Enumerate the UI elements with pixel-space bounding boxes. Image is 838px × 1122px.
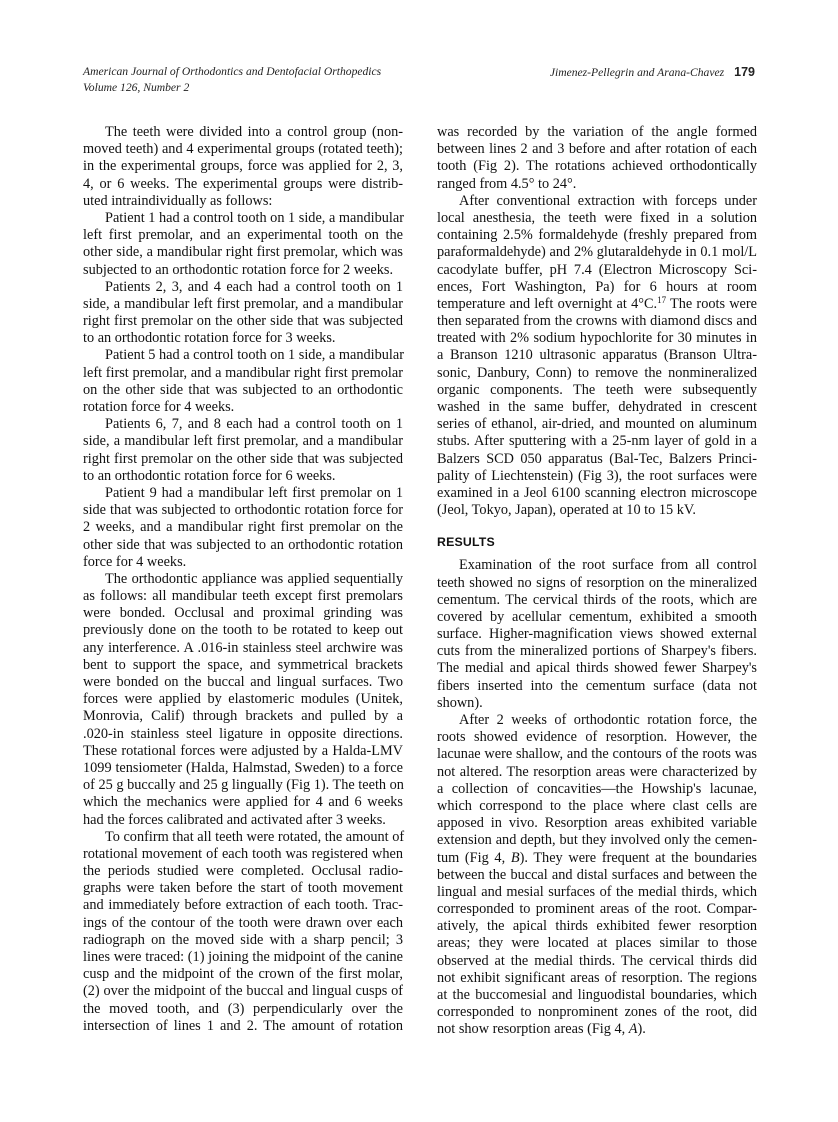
text-line: radiograph on the moved side with a sharp pencil; 3 (83, 931, 403, 948)
paragraph (437, 124, 757, 193)
text-line: left first premolar, and an experimental tooth on the (83, 227, 403, 244)
text-segment: B (510, 849, 520, 866)
paragraph (83, 347, 403, 416)
text-line: .020-in stainless steel ligature in opposite directions. (83, 725, 403, 742)
text-segment: temperature and left overnight at 4°C. (437, 295, 658, 312)
text-line: Balzers SCD 050 apparatus (Bal-Tec, Balzers Princi- (437, 450, 757, 467)
text-segment: tum (Fig 4, (437, 849, 511, 866)
text-line: Patient 5 had a control tooth on 1 side, a mandibular (105, 347, 404, 364)
text-line: left first premolar, and a mandibular right first premolar (83, 364, 403, 381)
text-line: moved teeth) and 4 experimental groups (rotated teeth); (83, 141, 403, 158)
text-line: The teeth were divided into a control group (non- (105, 124, 403, 140)
text-line: extension and depth, but they involved only the cemen- (437, 832, 757, 849)
text-line: 1099 tensiometer (Halda, Halmstad, Sweden) to a force (83, 759, 403, 776)
paragraph (437, 712, 757, 1039)
text-line: subjected to an orthodontic rotation force for 2 weeks. (83, 261, 394, 278)
text-line: Patients 2, 3, and 4 each had a control tooth on 1 (105, 278, 403, 295)
text-line: rotational movement of each tooth was registered when (83, 845, 403, 862)
text-line: containing 2.5% formaldehyde (freshly prepared from (437, 227, 757, 244)
text-line: 4, or 6 weeks. The experimental groups were distrib- (83, 175, 403, 192)
paragraph (83, 485, 403, 571)
text-line: a Branson 1210 ultrasonic apparatus (Branson Ultra- (437, 347, 757, 364)
text-line: were bonded. Occlusal and proximal grinding was (83, 605, 403, 622)
text-line: any interference. A .016-in stainless steel archwire was (83, 639, 403, 656)
text-line: corresponded to prominent areas of the root. Compar- (437, 901, 757, 918)
text-line: 2 weeks, and a mandibular right first premolar on the (83, 519, 403, 536)
section-heading-results: RESULTS (437, 535, 495, 550)
text-line: intersection of lines 1 and 2. The amount of rotation (83, 1017, 403, 1034)
text-line: force for 4 weeks. (83, 553, 187, 570)
text-line: ences, Fort Washington, Pa) for 6 hours at room (437, 278, 757, 295)
text-line (437, 850, 757, 867)
text-line: organic components. The teeth were subsequently (437, 381, 757, 398)
text-line: examined in a Jeol 6100 scanning electron microscope (437, 484, 757, 501)
text-line: on the other side that was subjected to an orthodontic (83, 381, 403, 398)
text-segment: A (628, 1021, 638, 1038)
text-line: right first premolar on the other side that was subjected (83, 450, 403, 467)
text-line: treated with 2% sodium hypochlorite for 30 minutes in (437, 330, 757, 347)
running-authors: Jimenez-Pellegrin and Arana-Chavez (549, 66, 725, 79)
text-line: local anesthesia, the teeth were fixed in a solution (437, 209, 757, 226)
paragraph (437, 557, 757, 712)
text-line: These rotational forces were adjusted by a Halda-LMV (83, 742, 403, 759)
text-line: lingual and mesial surfaces of the medial thirds, which (437, 883, 757, 900)
journal-volume: Volume 126, Number 2 (83, 81, 190, 94)
paragraph (83, 279, 403, 348)
text-line: ings of the contour of the tooth were drawn over each (83, 914, 403, 931)
text-segment: ). They were frequent at the boundaries (519, 849, 757, 866)
running-header-left (83, 64, 381, 96)
text-line: right first premolar on the other side that was subjected (83, 313, 403, 330)
text-line: shown). (437, 694, 483, 711)
text-line: (Jeol, Tokyo, Japan), operated at 10 to 15 kV. (437, 502, 696, 519)
text-line: was recorded by the variation of the angle formed (437, 124, 757, 140)
text-line: stubs. After sputtering with a 25-nm layer of gold in a (437, 433, 757, 450)
text-line: cusp and the midpoint of the crown of the first molar, (83, 966, 403, 983)
text-line: washed in the same buffer, dehydrated in crescent (437, 399, 757, 415)
text-line: After conventional extraction with forceps under (459, 192, 757, 209)
text-line: teeth showed no signs of resorption on the mineralized (437, 574, 757, 591)
text-line: as follows: all mandibular teeth except first premolars (83, 588, 403, 605)
text-line: to an orthodontic rotation force for 6 weeks. (83, 467, 336, 484)
text-line: roots showed evidence of resorption. However, the (437, 729, 757, 746)
text-line: the periods studied were completed. Occlusal radio- (83, 863, 403, 880)
text-line: side, a mandibular left first premolar, and a mandibular (83, 295, 403, 312)
text-line: cacodylate buffer, pH 7.4 (Electron Microscopy Sci- (437, 261, 757, 278)
text-line: had the forces calibrated and activated after 3 weeks. (83, 811, 386, 828)
text-line: not exhibit significant areas of resorption. The regions (437, 969, 757, 986)
text-line: (2) over the midpoint of the buccal and lingual cusps of (83, 983, 403, 1000)
text-line: surface. Higher-magnification views showed external (437, 626, 757, 643)
text-line: between lines 2 and 3 before and after rotation of each (437, 141, 757, 158)
text-line: apposed in vivo. Resorption areas exhibited variable (437, 815, 757, 832)
text-line: The medial and apical thirds showed fewer Sharpey's (437, 660, 757, 677)
text-line: Monrovia, Calif) through brackets and pulled by a (83, 708, 403, 725)
methods-continued (437, 124, 757, 519)
text-line: Patient 9 had a mandibular left first premolar on 1 (105, 484, 403, 501)
text-line: To confirm that all teeth were rotated, the amount of (105, 828, 405, 845)
text-line: not altered. The resorption areas were characterized by (437, 763, 757, 780)
text-line: which the mechanics were applied for 4 and 6 weeks (83, 794, 403, 811)
text-line: Patients 6, 7, and 8 each had a control tooth on 1 (105, 416, 403, 433)
text-line: the moved tooth, and (3) perpendicularly over the (83, 1000, 403, 1017)
paragraph (83, 571, 403, 829)
text-line: a collection of concavities—the Howship's lacunae, (437, 780, 757, 797)
text-line (437, 296, 757, 313)
text-segment: The roots were (666, 295, 758, 312)
text-segment: not show resorption areas (Fig 4, (437, 1021, 629, 1038)
text-line: areas; they were located at places similar to those (437, 935, 757, 952)
text-line: to an orthodontic rotation force for 3 weeks. (83, 330, 336, 347)
text-line: tooth (Fig 2). The rotations achieved orthodontically (437, 158, 757, 175)
paragraph (83, 829, 403, 1035)
text-line: sonic, Danbury, Conn) to remove the nonmineralized (437, 364, 757, 381)
running-header-right (550, 64, 755, 81)
text-line (437, 1021, 757, 1038)
text-line: of 25 g buccally and 25 g lingually (Fig 1). The teeth on (83, 777, 404, 794)
text-line: series of ethanol, air-dried, and mounted on aluminum (437, 416, 757, 433)
text-line: corresponded to nonprominent zones of the root, did (437, 1004, 757, 1021)
text-line: covered by acellular cementum, exhibited a smooth (437, 608, 757, 625)
journal-title: American Journal of Orthodontics and Dentofacial Orthopedics (83, 65, 382, 78)
paragraph (437, 193, 757, 520)
text-line: then separated from the crowns with diamond discs and (437, 313, 757, 330)
paragraph (83, 210, 403, 279)
text-segment: ). (637, 1021, 646, 1038)
text-line: cuts from the mineralized portions of Sharpey's fibers. (437, 643, 757, 660)
text-line: observed at the medial thirds. The cervical thirds did (437, 952, 757, 969)
text-line: paraformaldehyde) and 2% glutaraldehyde in 0.1 mol/L (437, 244, 757, 261)
text-line: atively, the apical thirds exhibited fewer resorption (437, 918, 757, 935)
text-line: Patient 1 had a control tooth on 1 side, a mandibular (105, 209, 404, 226)
text-line: fibers inserted into the cementum surface (data not (437, 677, 757, 694)
text-line: lines were traced: (1) joining the midpoint of the canine (83, 949, 403, 965)
text-line: ranged from 4.5° to 24°. (437, 175, 577, 192)
text-line: between the buccal and distal surfaces and between the (437, 866, 757, 883)
text-line: graphs were taken before the start of tooth movement (83, 880, 403, 897)
text-line: lacunae were shallow, and the contours of the roots was (437, 746, 757, 763)
text-line: other side that was subjected to an orthodontic rotation (83, 536, 403, 553)
text-line: at the buccomesial and linguodistal boundaries, which (437, 987, 757, 1003)
text-line: side that was subjected to orthodontic rotation force for (83, 502, 403, 519)
left-body (83, 124, 403, 1035)
results-body (437, 557, 757, 1038)
text-line: Examination of the root surface from all control (459, 557, 757, 574)
text-line: After 2 weeks of orthodontic rotation force, the (459, 712, 757, 728)
text-line: uted intraindividually as follows: (83, 192, 273, 209)
text-line: pality of Liechtenstein) (Fig 3), the root surfaces were (437, 467, 757, 484)
text-line: previously done on the tooth to be rotated to keep out (83, 622, 403, 639)
text-line: cementum. The cervical thirds of the roots, which are (437, 591, 757, 608)
citation-superscript: 17 (657, 294, 667, 305)
text-line: in the experimental groups, force was applied for 2, 3, (83, 158, 403, 175)
text-line: forces were applied by elastomeric modules (Unitek, (83, 691, 403, 708)
text-line: rotation force for 4 weeks. (83, 399, 235, 415)
left-column (83, 124, 403, 1035)
text-line: side, a mandibular left first premolar, and a mandibular (83, 433, 403, 450)
text-line: which correspond to the place where clast cells are (437, 797, 757, 814)
paragraph (83, 124, 403, 210)
text-line: and immediately before extraction of each tooth. Trac- (83, 897, 403, 914)
text-line: bent to support the space, and symmetrical brackets (83, 656, 403, 673)
text-line: were bonded on the buccal and lingual surfaces. Two (83, 674, 403, 690)
paragraph (83, 416, 403, 485)
right-column (437, 124, 757, 1039)
text-line: The orthodontic appliance was applied sequentially (105, 570, 403, 587)
page-number: 179 (734, 65, 755, 79)
text-line: other side, a mandibular right first premolar, which was (83, 244, 403, 261)
